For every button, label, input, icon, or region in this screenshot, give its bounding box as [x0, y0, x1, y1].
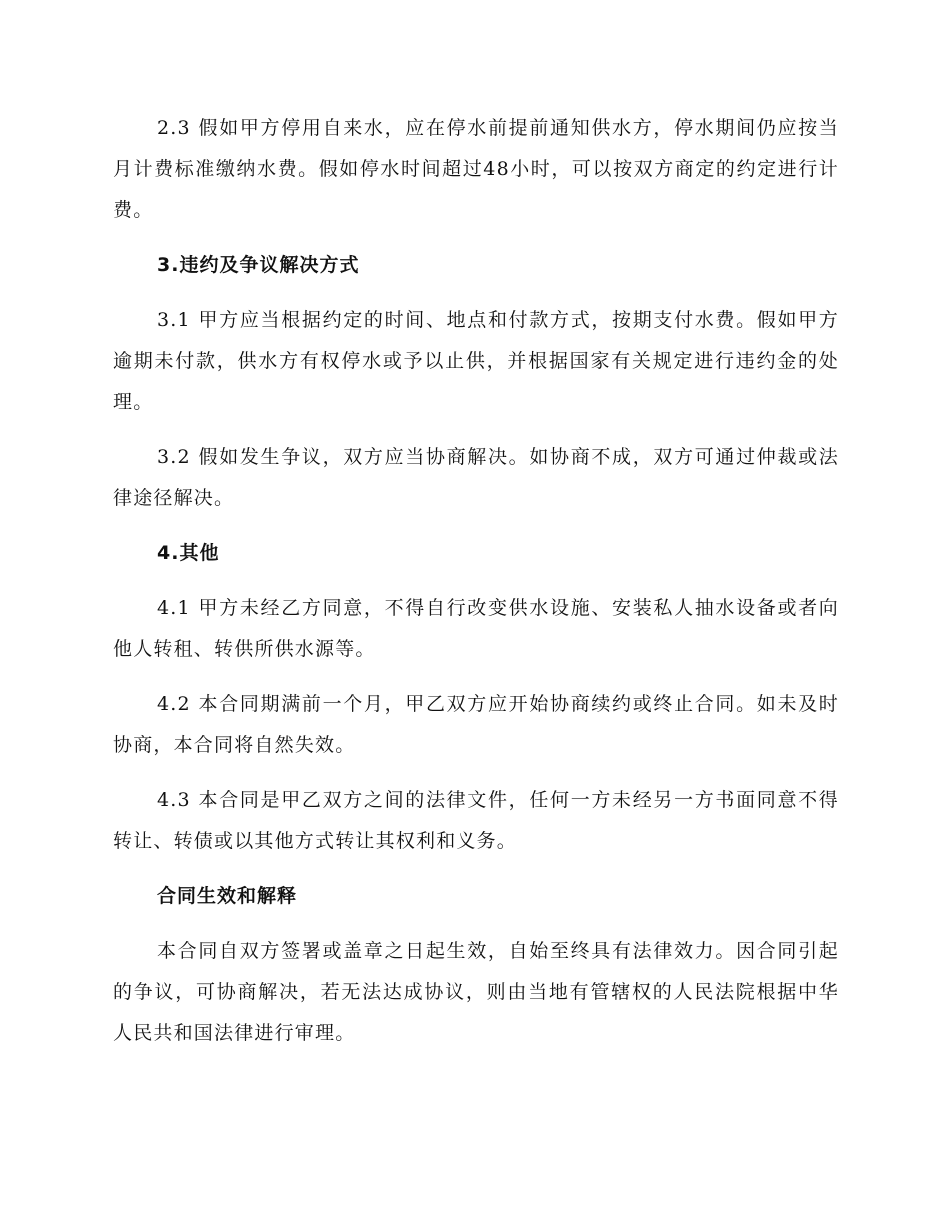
clause-4-3: 4.3 本合同是甲乙双方之间的法律文件，任何一方未经另一方书面同意不得转让、转债或以其他方式转让其权利和义务。: [113, 789, 839, 852]
section-heading-4: 4.其他: [157, 542, 220, 564]
section-heading-effect: 合同生效和解释: [157, 885, 298, 907]
clause-2-3: 2.3 假如甲方停用自来水，应在停水前提前通知供水方，停水期间仍应按当月计费标准缴纳水费。假如停水时间超过48小时，可以按双方商定的约定进行计费。: [113, 117, 839, 221]
clause-effect: 本合同自双方签署或盖章之日起生效，自始至终具有法律效力。因合同引起的争议，可协商解决，若无法达成协议，则由当地有管辖权的人民法院根据中华人民共和国法律进行审理。: [113, 940, 839, 1044]
section-heading-3: 3.违约及争议解决方式: [157, 254, 360, 276]
clause-3-2: 3.2 假如发生争议，双方应当协商解决。如协商不成，双方可通过仲裁或法律途径解决。: [113, 446, 839, 509]
document-body: [113, 108, 839, 1068]
clause-4-1: 4.1 甲方未经乙方同意，不得自行改变供水设施、安装私人抽水设备或者向他人转租、转供所供水源等。: [113, 597, 839, 660]
clause-3-1: 3.1 甲方应当根据约定的时间、地点和付款方式，按期支付水费。假如甲方逾期未付款，供水方有权停水或予以止供，并根据国家有关规定进行违约金的处理。: [113, 309, 839, 413]
clause-4-2: 4.2 本合同期满前一个月，甲乙双方应开始协商续约或终止合同。如未及时协商，本合同将自然失效。: [113, 693, 839, 756]
